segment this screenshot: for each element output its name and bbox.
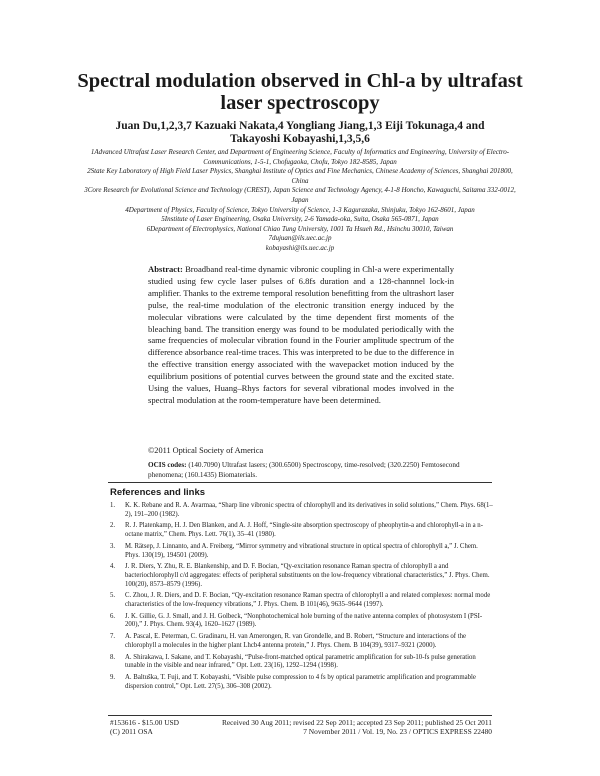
- reference-text: K. K. Rebane and R. A. Avarmaa, “Sharp line vibronic spectra of chlorophyll and its derivatives in solid solutions,” Chem. Phys. 68(1–2), 191–200 (1982).: [125, 502, 493, 518]
- reference-item: [110, 674, 494, 691]
- author-list: Juan Du,1,2,3,7 Kazuaki Nakata,4 Yongliang Jiang,1,3 Eiji Tokunaga,4 and Takayoshi Kobayashi,1,3,5,6: [115, 120, 485, 145]
- affiliation-1: 1Advanced Ultrafast Laser Research Center, and Department of Engineering Science, Faculty of Informatics and Engineering, University of Electro-Communications, 1-5-1, Chofugaoka, Chofu, Tokyo 182-8585, Japan: [90, 148, 510, 166]
- journal-footer: [110, 718, 492, 736]
- reference-text: M. Rätsep, J. Linnanto, and A. Freiberg, “Mirror symmetry and vibrational structure in optical spectra of chlorophyll a,” J. Chem. Phys. 130(19), 194501 (2009).: [125, 542, 478, 559]
- affiliations: [80, 148, 520, 254]
- footer-journal-citation: 7 November 2011 / Vol. 19, No. 23 / OPTICS EXPRESS 22480: [303, 727, 492, 736]
- reference-number: 4.: [110, 563, 116, 571]
- divider-top: [108, 482, 492, 483]
- reference-number: 8.: [110, 653, 116, 661]
- ocis-text: (140.7090) Ultrafast lasers; (300.6500) Spectroscopy, time-resolved; (320.2250) Femtosecond phenomena; (160.1435) Biomaterials.: [148, 461, 460, 479]
- reference-item: [110, 522, 494, 539]
- footer-dates: Received 30 Aug 2011; revised 22 Sep 2011; accepted 23 Sep 2011; published 25 Oct 2011: [221, 718, 492, 727]
- affiliation-5: 5Institute of Laser Engineering, Osaka University, 2-6 Yamada-oka, Suita, Osaka 565-0871, Japan: [161, 215, 439, 224]
- reference-text: J. R. Diers, Y. Zhu, R. E. Blankenship, and D. F. Bocian, “Qy-excitation resonance Raman spectra of chlorophyll a and bacteriochlorophyll c/d aggregates: effects of peripheral substituents on the low-frequency vibrational characteristics,” J. Phys. Chem. 100(20), 8573–8579 (1996).: [125, 563, 490, 588]
- abstract: [148, 264, 454, 407]
- reference-number: 2.: [110, 522, 116, 530]
- reference-text: A. Pascal, E. Peterman, C. Gradinaru, H. van Amerongen, R. van Grondelle, and B. Robert, “Structure and interactions of the chlorophyll a molecules in the higher plant Lhcb4 antenna protein,” J. Phys. Chem. B 104(39), 9317–9321 (2000).: [125, 633, 467, 649]
- reference-number: 7.: [110, 633, 116, 641]
- reference-item: [110, 592, 494, 609]
- paper-title: Spectral modulation observed in Chl-a by ultrafast laser spectroscopy: [77, 70, 523, 114]
- abstract-label: Abstract:: [148, 264, 183, 274]
- reference-text: C. Zhou, J. R. Diers, and D. F. Bocian, “Qy-excitation resonance Raman spectra of chlorophyll a and related complexes: normal mode characteristics of the low-frequency vibrations,” J. Phys. Chem. B 101(46), 9635–9644 (1997).: [125, 592, 491, 609]
- reference-number: 9.: [110, 673, 116, 681]
- affiliation-2: 2State Key Laboratory of High Field Laser Physics, Shanghai Institute of Optics and Fine Mechanics, Chinese Academy of Sciences, Shanghai 201800, China: [87, 167, 513, 185]
- ocis-codes: [148, 460, 468, 480]
- reference-number: 3.: [110, 542, 116, 550]
- reference-list: [110, 502, 494, 694]
- email-1[interactable]: 7dujuan@ils.uec.ac.jp: [268, 234, 332, 243]
- footer-row-2: [110, 727, 492, 736]
- reference-text: R. J. Platenkamp, H. J. Den Blanken, and A. J. Hoff, “Single-site absorption spectroscopy of pheophytin-a and chlorophyll-a in a n-octane matrix,” Chem. Phys. Lett. 76(1), 35–41 (1980).: [125, 522, 483, 539]
- reference-item: [110, 543, 494, 560]
- reference-item: [110, 633, 494, 650]
- footer-row-1: [110, 718, 492, 727]
- footer-copyright: (C) 2011 OSA: [110, 727, 153, 736]
- affiliation-4: 4Department of Physics, Faculty of Science, Tokyo University of Science, 1-3 Kagurazaka, Shinjuku, Tokyo 162-8601, Japan: [125, 205, 475, 214]
- reference-item: [110, 613, 494, 630]
- affiliation-6: 6Department of Electrophysics, National Chiao Tung University, 1001 Ta Hsueh Rd., Hsinchu 30010, Taiwan: [146, 224, 454, 233]
- reference-item: [110, 654, 494, 671]
- email-2[interactable]: kobayashi@ils.uec.ac.jp: [265, 243, 335, 252]
- abstract-text: Broadband real-time dynamic vibronic coupling in Chl-a were experimentally studied using few cycle laser pulses of 6.8fs duration and a 128-channnel lock-in amplifier. Thanks to the extreme temporal resolution benefitting from the ultrashort laser pulse, the real-time modulation of the electronic transition energy induced by the molecular vibrations were calculated by the time dependent first moments of the bleaching band. The transition energy was found to be modulated periodically with the same frequencies of molecular vibration found in the Fourier amplitude spectrum of the difference absorbance real-time traces. This was interpreted to be due to the difference in the effective transition energy associated with the wavepacket motion induced by the equilibrium positions of potential curves between the ground state and the excited state. Using the values, Huang–Rhys factors for several vibrational modes involved in the spectral modulation at the room-temperature have been determined.: [148, 264, 454, 405]
- footer-price: #153616 - $15.00 USD: [110, 718, 179, 727]
- reference-number: 1.: [110, 502, 116, 509]
- references-heading: References and links: [110, 487, 206, 498]
- reference-number: 6.: [110, 612, 116, 620]
- reference-text: A. Shirakawa, I. Sakane, and T. Kobayashi, “Pulse-front-matched optical parametric amplification for sub-10-fs pulse generation tunable in the visible and near infrared,” Opt. Lett. 23(16), 1292–1294 (1998).: [125, 653, 476, 670]
- divider-bottom: [108, 715, 492, 716]
- reference-item: [110, 502, 494, 519]
- reference-item: [110, 563, 494, 589]
- reference-text: A. Baltuška, T. Fuji, and T. Kobayashi, “Visible pulse compression to 4 fs by optical parametric amplification and programmable dispersion control,” Opt. Lett. 27(5), 306–308 (2002).: [125, 673, 476, 690]
- reference-number: 5.: [110, 592, 116, 600]
- ocis-label: OCIS codes:: [148, 461, 187, 469]
- reference-text: J. K. Gillie, G. J. Small, and J. H. Golbeck, “Nonphotochemical hole burning of the native antenna complex of photosystem I (PSI-200),” J. Phys. Chem. 93(4), 1620–1627 (1989).: [125, 612, 483, 629]
- affiliation-3: 3Core Research for Evolutional Science and Technology (CREST), Japan Science and Technology Agency, 4-1-8 Honcho, Kawaguchi, Saitama 332-0012, Japan: [84, 186, 516, 204]
- copyright: ©2011 Optical Society of America: [148, 446, 264, 455]
